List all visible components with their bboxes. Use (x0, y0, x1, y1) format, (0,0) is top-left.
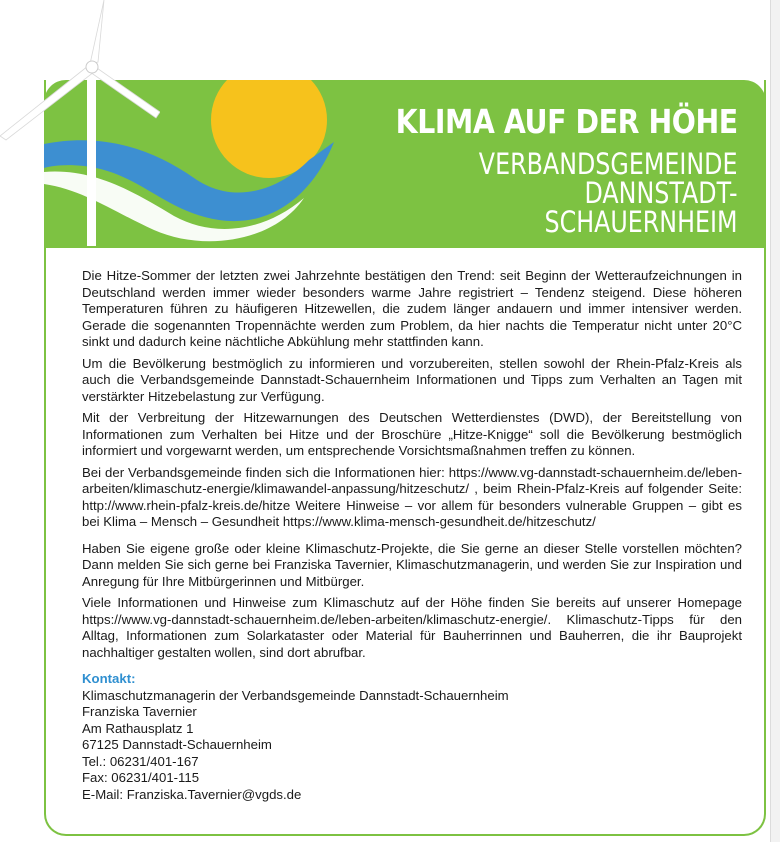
body-paragraph: Um die Bevölkerung bestmöglich zu informieren und vorzubereiten, stellen sowohl der Rhein-Pfalz-Kreis als auch die Verbandsgemeinde Dannstadt-Schauernheim Informationen und Tipps zum Verhalten an Tagen mit verstärkter Hitzebelastung zur Verfügung. (82, 355, 742, 404)
contact-city: 67125 Dannstadt-Schauernheim (82, 737, 272, 752)
contact-email: E-Mail: Franziska.Tavernier@vgds.de (82, 786, 302, 802)
contact-block (82, 688, 742, 804)
body-paragraph: Haben Sie eigene große oder kleine Klimaschutz-Projekte, die Sie gerne an dieser Stelle vorstellen möchten? Dann melden Sie sich gerne bei Franziska Tavernier, Klimaschutzmanagerin, und werden Sie zur Inspiration und Anregung für Ihre Mitbürgerinnen und Mitbürger. (82, 540, 742, 589)
body-paragraph: Bei der Verbandsgemeinde finden sich die Informationen hier: https://www.vg-dannstadt-schauernheim.de/leben-arbeiten/klimaschutz-energie/klimawandel-anpassung/hitzeschutz/ , beim Rhein-Pfalz-Kreis auf folgender Seite: http://www.rhein-pfalz-kreis.de/hitze Weitere Hinweise – vor allem für besonders vulnerable Gruppen – gibt es bei Klima – Mensch – Gesundheit https://www.klima-mensch-gesundheit.de/hitzeschutz/ (82, 464, 742, 529)
subtitle-line: VERBANDSGEMEINDE (479, 147, 738, 181)
body-paragraph: Viele Informationen und Hinweise zum Klimaschutz auf der Höhe finden Sie bereits auf unserer Homepage https://www.vg-dannstadt-schauernheim.de/leben-arbeiten/klimaschutz-energie/. Klimaschutz-Tipps für den Alltag, Informationen zum Solarkataster oder Material für Bauherrinnen und Bauherren, die ihr Bauprojekt nachhaltiger gestalten wollen, sind dort abrufbar. (82, 595, 742, 660)
wind-turbine-icon (0, 0, 160, 250)
contact-name: Franziska Tavernier (82, 704, 197, 719)
viewer-scrollbar[interactable] (770, 0, 780, 842)
subtitle-line: SCHAUERNHEIM (544, 205, 738, 239)
contact-phone: Tel.: 06231/401-167 (82, 753, 199, 769)
body-paragraph: Die Hitze-Sommer der letzten zwei Jahrzehnte bestätigen den Trend: seit Beginn der Wetteraufzeichnungen in Deutschland werden immer wieder besonders warme Jahre registriert – Tendenz steigend. Diese höheren Temperaturen führen zu häufigeren Hitzewellen, die zudem länger andauern und immer intensiver werden. Gerade die sogenannten Tropennächte werden zum Problem, da hier nachts die Temperatur nicht unter 20°C sinkt und dadurch keine nächtliche Abkühlung mehr stattfinden kann. (82, 268, 742, 349)
contact-heading: Kontakt: (82, 671, 136, 686)
banner-title: KLIMA AUF DER HÖHE (395, 102, 738, 141)
contact-line: Klimaschutzmanagerin der Verbandsgemeinde Dannstadt-Schauernheim (82, 687, 509, 703)
contact-street: Am Rathausplatz 1 (82, 720, 194, 736)
subtitle-line: DANNSTADT- (584, 176, 738, 210)
contact-fax: Fax: 06231/401-115 (82, 770, 200, 785)
article-body (82, 268, 742, 803)
banner-subtitle (479, 147, 738, 239)
body-paragraph: Mit der Verbreitung der Hitzewarnungen des Deutschen Wetterdienstes (DWD), der Bereitstellung von Informationen zum Verhalten bei Hitze und der Broschüre „Hitze-Knigge“ soll die Bevölkerung bestmöglich informiert und vorgewarnt werden, um entsprechende Vorsichtsmaßnahmen treffen zu können. (82, 410, 742, 458)
